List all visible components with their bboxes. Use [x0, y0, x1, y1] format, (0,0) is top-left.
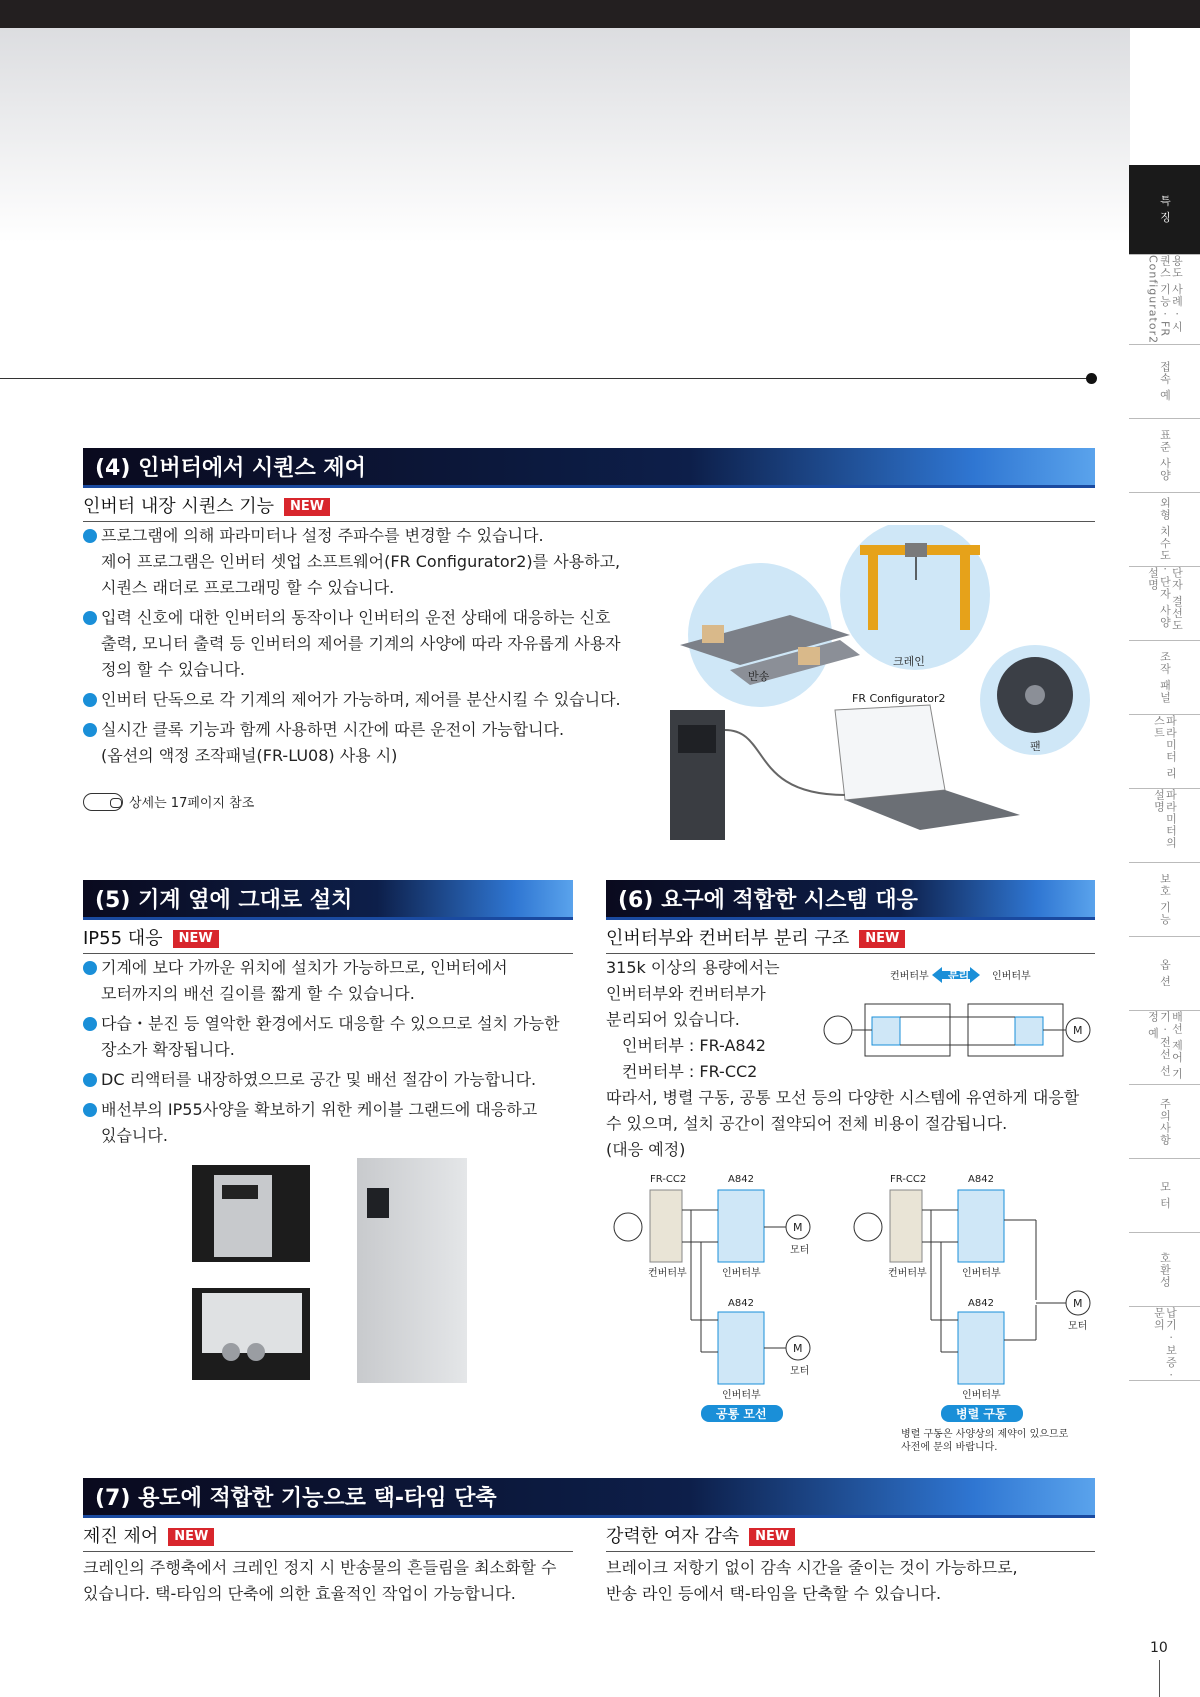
section4-subtitle-text: 인버터 내장 시퀀스 기능 [83, 496, 275, 517]
converter-box [650, 1190, 682, 1262]
svg-text:모터: 모터 [1068, 1321, 1088, 1332]
page-number: 10 [1150, 1640, 1168, 1656]
converter-box [890, 1190, 922, 1262]
side-tab-param-desc[interactable]: 파라미터의 설명 [1129, 789, 1200, 863]
divider-dot [1086, 373, 1097, 384]
section6-body: 따라서, 병렬 구동, 공통 모선 등의 다양한 시스템에 유연하게 대응할 수 있으며, 설치 공간이 절약되어 전체 비용이 절감됩니다. (대응 예정) [606, 1088, 1080, 1159]
side-tab-panel[interactable]: 조작 패널 [1129, 641, 1200, 715]
fan-label: 팬 [1030, 740, 1041, 753]
ac-source-icon [824, 1016, 852, 1044]
a842-label: A842 [728, 1174, 754, 1185]
inverter-label: 인버터부 [722, 1268, 761, 1279]
cargo-box [702, 625, 724, 643]
section4-header: (4) 인버터에서 시퀀스 제어 [83, 448, 1095, 488]
parallel-drive-caption: 병렬 구동 [956, 1407, 1007, 1421]
svg-text:M: M [793, 1221, 803, 1234]
section7-left-text: 크레인의 주행축에서 크레인 정지 시 반송물의 흔들림을 최소화할 수 있습니다. 택-타임의 단축에 의한 효율적인 작업이 가능합니다. [83, 1558, 557, 1603]
page-number-line [1159, 1660, 1160, 1697]
common-bus-diagram [606, 1170, 846, 1425]
sequence-illustration [640, 525, 1100, 845]
bullet-item: 입력 신호에 대한 인버터의 동작이나 인버터의 운전 상태에 대응하는 신호 출력, 모니터 출력 등 인버터의 제어를 기계의 사양에 따라 자유롭게 사용자 정의 할 수 있습니다. [83, 605, 643, 683]
section6-intro: 315k 이상의 용량에서는 인버터부와 컨버터부가 분리되어 있습니다. 인버터부 : FR-A842 컨버터부 : FR-CC2 [606, 958, 780, 1081]
side-tab-param-list[interactable]: 파라미터 리스트 [1129, 715, 1200, 789]
side-tab-spec[interactable]: 표준 사양 [1129, 419, 1200, 493]
page-reference[interactable]: 상세는 17페이지 참조 [83, 792, 254, 811]
svg-text:FR-CC2: FR-CC2 [890, 1174, 927, 1185]
inverter-photo-front [192, 1165, 310, 1262]
parallel-note: 병렬 구동은 사양상의 제약이 있으므로 [901, 1429, 1069, 1440]
fan-hub [1025, 685, 1045, 705]
new-badge: NEW [749, 1528, 795, 1546]
side-tab-options[interactable]: 옵 션 [1129, 937, 1200, 1011]
crane-leg [960, 555, 970, 630]
side-tab-nav [1129, 165, 1200, 1381]
converter-label: 컨버터부 [648, 1268, 687, 1279]
side-tab-warranty[interactable]: 납기 · 보증 · 문의 [1129, 1307, 1200, 1381]
section6-subtitle: 인버터부와 컨버터부 분리 구조 NEW [606, 924, 1095, 954]
inverter-box [958, 1190, 1004, 1262]
svg-text:인버터부: 인버터부 [722, 1390, 761, 1401]
bullet-item: 실시간 클록 기능과 함께 사용하면 시간에 따른 운전이 가능합니다. (옵션의 액정 조작패널(FR-LU08) 사용 시) [83, 717, 643, 769]
svg-text:A842: A842 [968, 1174, 994, 1185]
section7-left-subtitle: 제진 제어 NEW [83, 1522, 573, 1552]
cable-gland-photo [192, 1288, 310, 1380]
bullet-item: DC 리액터를 내장하였으므로 공간 및 배선 절감이 가능합니다. [83, 1067, 578, 1093]
svg-text:컨버터부: 컨버터부 [888, 1268, 927, 1279]
side-tab-motor[interactable]: 모 터 [1129, 1159, 1200, 1233]
software-label: FR Configurator2 [852, 692, 946, 705]
inverter-panel [678, 725, 716, 753]
side-tab-compat[interactable]: 호환성 [1129, 1233, 1200, 1307]
rectifier-icon [872, 1017, 900, 1045]
bullet-item: 배선부의 IP55사양을 확보하기 위한 케이블 그랜드에 대응하고 있습니다. [83, 1097, 578, 1149]
new-badge: NEW [168, 1528, 214, 1546]
side-tab-features[interactable]: 특 징 [1129, 165, 1200, 255]
section4-bullets [83, 523, 643, 773]
side-tab-terminal[interactable]: 단자 결선도 · 단자 사양 설명 [1129, 567, 1200, 641]
svg-text:모터: 모터 [790, 1366, 810, 1377]
section5-bullets [83, 955, 578, 1153]
new-badge: NEW [859, 930, 905, 948]
svg-text:A842: A842 [728, 1298, 754, 1309]
crane-label: 크레인 [893, 655, 925, 668]
separate-label: 분리 [948, 969, 970, 982]
inverter-box [718, 1312, 764, 1384]
side-tab-wiring[interactable]: 배선 제어 기기 · 전선 선정 예 [1129, 1011, 1200, 1085]
crane-trolley [905, 543, 927, 557]
section6-header: (6) 요구에 적합한 시스템 대응 [606, 880, 1095, 920]
svg-text:모터: 모터 [790, 1245, 810, 1256]
svg-text:인버터부: 인버터부 [962, 1268, 1001, 1279]
section4-subtitle [83, 492, 1095, 522]
pointing-hand-icon [83, 793, 123, 811]
svg-text:M: M [793, 1342, 803, 1355]
inverter-box [958, 1312, 1004, 1384]
side-tab-connection[interactable]: 접속 예 [1129, 345, 1200, 419]
cc2-label: FR-CC2 [650, 1174, 687, 1185]
svg-text:인버터부: 인버터부 [962, 1390, 1001, 1401]
connection-cable [725, 730, 845, 795]
side-tab-use-cases[interactable]: 용도 사례 · 시퀀스 기능 · FR Configurator2 [1129, 255, 1200, 345]
inverter-label: 인버터부 [992, 971, 1031, 982]
section7-right-text: 브레이크 저항기 없이 감속 시간을 줄이는 것이 가능하므로, 반송 라인 등에서 택-타임을 단축할 수 있습니다. [606, 1558, 1018, 1603]
laptop-screen [835, 705, 945, 800]
new-badge: NEW [284, 498, 330, 516]
converter-label: 컨버터부 [890, 971, 929, 982]
header-gradient [0, 28, 1130, 243]
side-tab-cautions[interactable]: 주의사항 [1129, 1085, 1200, 1159]
bullet-item: 프로그램에 의해 파라미터나 설정 주파수를 변경할 수 있습니다. 제어 프로그램은 인버터 셋업 소프트웨어(FR Configurator2)를 사용하고, 시퀀스 래더로 프로그래밍 할 수 있습니다. [83, 523, 643, 601]
bullet-item: 기계에 보다 가까운 위치에 설치가 가능하므로, 인버터에서 모터까지의 배선 길이를 짧게 할 수 있습니다. [83, 955, 578, 1007]
motor-symbol: M [1073, 1024, 1083, 1037]
section7-header: (7) 용도에 적합한 기능으로 택-타임 단축 [83, 1478, 1095, 1518]
top-bar [0, 0, 1200, 28]
bullet-item: 다습・분진 등 열악한 환경에서도 대응할 수 있으므로 설치 가능한 장소가 확장됩니다. [83, 1011, 578, 1063]
svg-text:A842: A842 [968, 1298, 994, 1309]
ac-source-icon [854, 1213, 882, 1241]
section7-right-subtitle: 강력한 여자 감속 NEW [606, 1522, 1095, 1552]
igbt-icon [1015, 1017, 1043, 1045]
crane-leg [868, 555, 878, 630]
divider-line [0, 378, 1092, 379]
svg-text:M: M [1073, 1297, 1083, 1310]
parallel-drive-diagram [846, 1170, 1096, 1455]
side-tab-dimensions[interactable]: 외형 치수도 [1129, 493, 1200, 567]
parallel-note: 사전에 문의 바랍니다. [901, 1442, 998, 1453]
conveyor-label: 반송 [748, 670, 770, 683]
common-bus-caption: 공통 모선 [716, 1407, 767, 1421]
side-tab-protection[interactable]: 보호 기능 [1129, 863, 1200, 937]
inverter-box [718, 1190, 764, 1262]
section5-header: (5) 기계 옆에 그대로 설치 [83, 880, 573, 920]
section5-subtitle: IP55 대응 NEW [83, 924, 573, 954]
new-badge: NEW [173, 930, 219, 948]
ip55-inverter-photo [357, 1158, 467, 1383]
cargo-box [798, 647, 820, 665]
bullet-item: 인버터 단독으로 각 기계의 제어가 가능하며, 제어를 분산시킬 수 있습니다. [83, 687, 643, 713]
ac-source-icon [614, 1213, 642, 1241]
separation-diagram [820, 962, 1095, 1067]
